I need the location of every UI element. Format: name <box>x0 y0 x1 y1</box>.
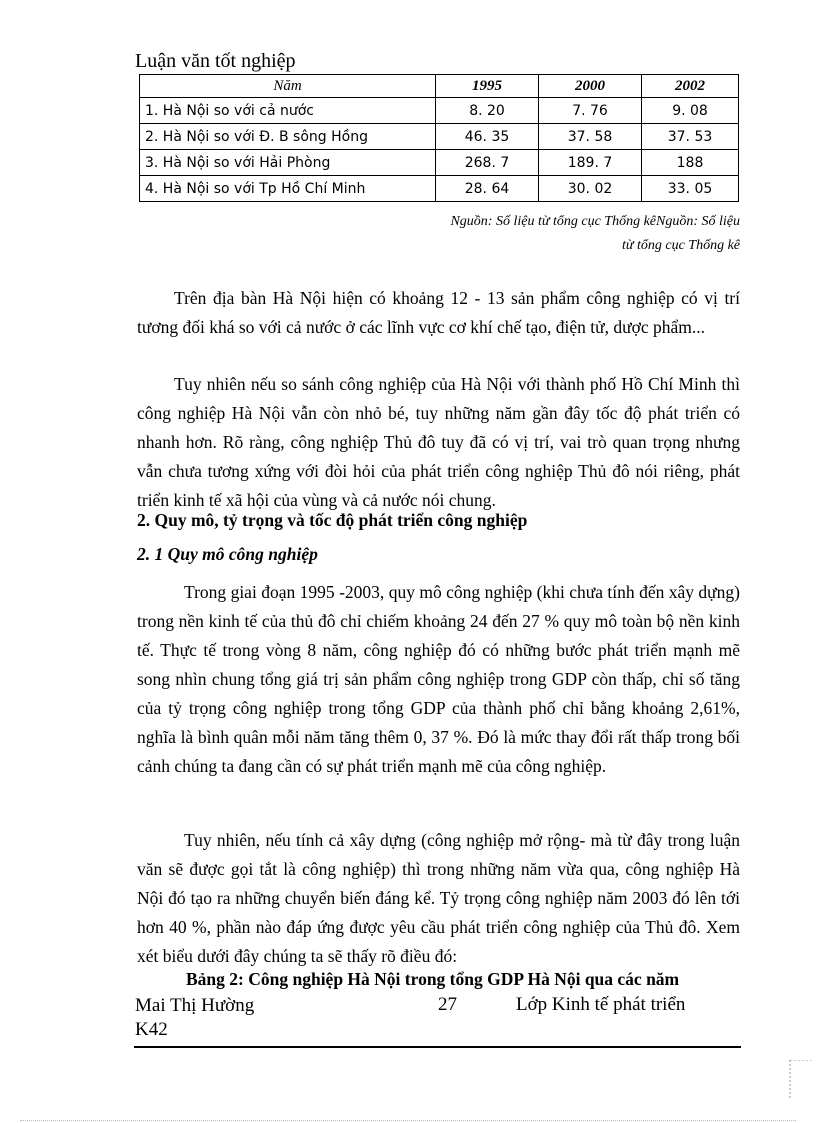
table-source-note <box>380 210 740 258</box>
table-caption: Bảng 2: Công nghiệp Hà Nội trong tổng GDP Hà Nội qua các năm <box>186 969 680 989</box>
source-line-2: từ tổng cục Thống kê <box>621 238 740 253</box>
cell-value: 28. 64 <box>436 176 539 202</box>
paragraph-1: Trên địa bàn Hà Nội hiện có khoảng 12 - 13 sản phẩm công nghiệp có vị trí tương đối khá so với cả nước ở các lĩnh vực cơ khí chế tạo, điện tử, dược phẩm... <box>137 288 740 337</box>
page-number: 27 <box>438 994 457 1015</box>
table-row <box>140 176 739 202</box>
cell-value: 37. 58 <box>539 124 642 150</box>
col-header-1995: 1995 <box>436 75 539 98</box>
table-row <box>140 124 739 150</box>
col-header-2000: 2000 <box>539 75 642 98</box>
comparison-table <box>139 74 739 202</box>
source-line-1: Nguồn: Số liệu từ tổng cục Thống kêNguồn: Số liệu <box>450 214 740 229</box>
cell-value: 189. 7 <box>539 150 642 176</box>
page-bottom-edge <box>20 1120 796 1121</box>
col-header-2002: 2002 <box>642 75 739 98</box>
cell-value: 37. 53 <box>642 124 739 150</box>
cell-value: 7. 76 <box>539 98 642 124</box>
table-row <box>140 150 739 176</box>
table-header-row <box>140 75 739 98</box>
cell-value: 30. 02 <box>539 176 642 202</box>
cell-value: 9. 08 <box>642 98 739 124</box>
table-row <box>140 98 739 124</box>
paragraph-4: Tuy nhiên, nếu tính cả xây dựng (công nghiệp mở rộng- mà từ đây trong luận văn sẽ được gọi tắt là công nghiệp) thì trong những năm vừa qua, công nghiệp Hà Nội đó tạo ra những chuyển biến đáng kể. Tỷ trọng công nghiệp năm 2003 đó lên tới hơn 40 %, phần nào đáp ứng được yêu cầu phát triển công nghiệp của Thủ đô. Xem xét biểu dưới đây chúng ta sẽ thấy rõ điều đó: <box>137 830 740 966</box>
corner-crop-mark <box>776 1060 812 1100</box>
footer-course: K42 <box>135 1019 168 1040</box>
paragraph-2: Tuy nhiên nếu so sánh công nghiệp của Hà Nội với thành phố Hồ Chí Minh thì công nghiệp Hà Nội vẫn còn nhỏ bé, tuy những năm gần đây tốc độ phát triển có nhanh hơn. Rõ ràng, công nghiệp Thủ đô tuy đã có vị trí, vai trò quan trọng nhưng vẫn chưa tương xứng với đòi hỏi của phát triển công nghiệp Thủ đô nói riêng, phát triển kinh tế xã hội của vùng và cả nước nói chung. <box>137 374 740 510</box>
paragraph-3: Trong giai đoạn 1995 -2003, quy mô công nghiệp (khi chưa tính đến xây dựng) trong nền kinh tế của thủ đô chỉ chiếm khoảng 24 đến 27 % quy mô toàn bộ nền kinh tế. Thực tế trong vòng 8 năm, công nghiệp đó có những bước phát triển mạnh mẽ song nhìn chung tổng giá trị sản phẩm công nghiệp trong GDP còn thấp, chỉ số tăng của tỷ trọng công nghiệp trong tổng GDP của thành phố chỉ bằng khoảng 2,61%, nghĩa là bình quân mỗi năm tăng thêm 0, 37 %. Đó là mức thay đổi rất thấp trong bối cảnh chúng ta đang cần có sự phát triển mạnh mẽ của công nghiệp. <box>137 582 740 776</box>
cell-value: 33. 05 <box>642 176 739 202</box>
cell-value: 46. 35 <box>436 124 539 150</box>
cell-value: 268. 7 <box>436 150 539 176</box>
section-heading: 2. Quy mô, tỷ trọng và tốc độ phát triển công nghiệp <box>137 510 528 530</box>
col-header-year: Năm <box>140 75 436 98</box>
footer-author-name: Mai Thị Hường <box>135 995 255 1016</box>
footer-author <box>135 994 254 1042</box>
cell-value: 188 <box>642 150 739 176</box>
cell-value: 8. 20 <box>436 98 539 124</box>
subsection-heading: 2. 1 Quy mô công nghiệp <box>137 544 318 564</box>
row-label: 1. Hà Nội so với cả nước <box>140 98 436 124</box>
page-header-title: Luận văn tốt nghiệp <box>135 50 296 72</box>
footer-divider <box>134 1046 741 1048</box>
footer-class: Lớp Kinh tế phát triển <box>516 994 686 1015</box>
row-label: 3. Hà Nội so với Hải Phòng <box>140 150 436 176</box>
row-label: 4. Hà Nội so với Tp Hồ Chí Minh <box>140 176 436 202</box>
row-label: 2. Hà Nội so với Đ. B sông Hồng <box>140 124 436 150</box>
